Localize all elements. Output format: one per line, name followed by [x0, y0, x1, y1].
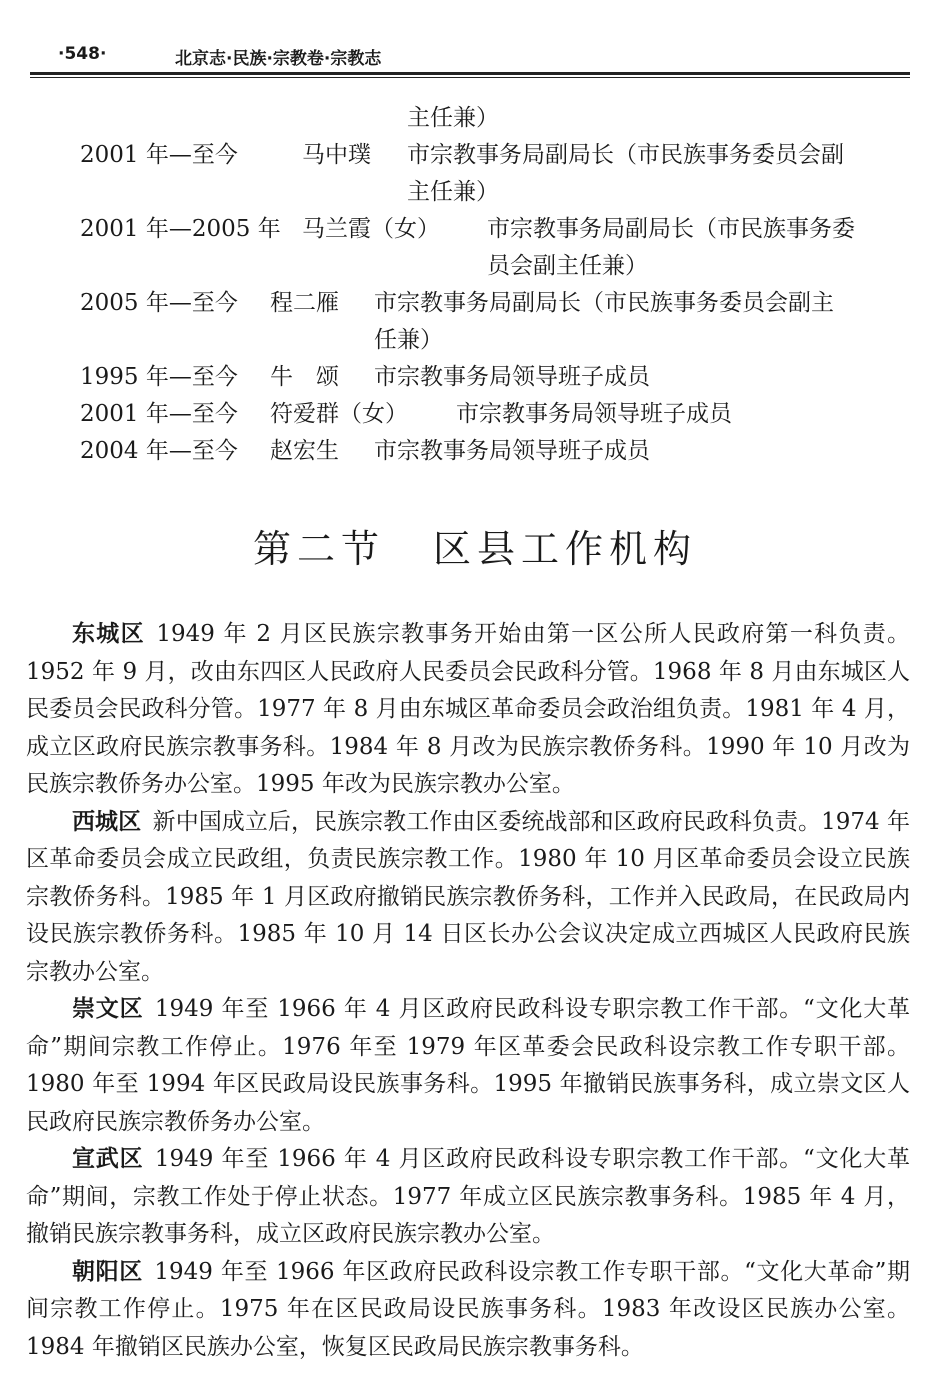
list-item [0, 211, 950, 285]
person-name: 程二雁 [270, 290, 339, 316]
page-number: ·548· [58, 44, 107, 64]
district-name: 西城区 [72, 808, 142, 835]
paragraph-xuanwu [26, 1141, 910, 1254]
district-text: 新中国成立后，民族宗教工作由区委统战部和区政府民政科负责。1974 年区革命委员会成立民政组，负责民族宗教工作。1980 年 10 月区革命委员会设立民族宗教侨务科。1985 年 1 月区政府撤销民族宗教侨务科，工作并入民政局，在民政局内设民族宗教侨务科。1985 年 10 月 14 日区长办公会议决定成立西城区人民政府民族宗教办公室。 [26, 808, 910, 985]
term-period: 2001 年—2005 年 [80, 216, 281, 242]
district-text: 1949 年至 1966 年区政府民政科设宗教工作专职干部。“文化大革命”期间宗教工作停止。1975 年在区民政局设民族事务科。1983 年改设区民族办公室。1984 年撤销区民族办公室，恢复区民政局民族宗教事务科。 [26, 1258, 910, 1360]
list-item-continuation [0, 100, 950, 137]
district-paragraphs [26, 616, 910, 1366]
leaders-list [0, 100, 950, 470]
person-name: 马中璞 [302, 142, 371, 168]
person-name: 马兰霞（女） [302, 216, 440, 242]
district-text: 1949 年至 1966 年 4 月区政府民政科设专职宗教工作干部。“文化大革命”期间宗教工作停止。1976 年至 1979 年区革委会民政科设宗教工作专职干部。1980 年至 1994 年区民政局设民族事务科。1995 年撤销民族事务科，成立崇文区人民政府民族宗教侨务办公室。 [26, 996, 910, 1135]
section-title: 区县工作机构 [433, 527, 698, 571]
district-name: 宣武区 [72, 1146, 144, 1172]
term-period: 2004 年—至今 [80, 438, 238, 464]
role-continuation: 主任兼） [407, 179, 499, 205]
district-name: 东城区 [72, 621, 145, 647]
list-item [0, 433, 950, 470]
section-number: 第二节 [252, 527, 385, 571]
person-role: 市宗教事务局领导班子成员 [374, 364, 650, 390]
term-period: 2005 年—至今 [80, 290, 238, 316]
person-role: 市宗教事务局副局长（市民族事务委员会副主 [374, 290, 834, 316]
term-period: 2001 年—至今 [80, 142, 238, 168]
paragraph-xicheng [26, 804, 910, 992]
page-header [30, 40, 910, 74]
person-role: 市宗教事务局副局长（市民族事务委员会副 [407, 142, 844, 168]
paragraph-chaoyang [26, 1254, 910, 1367]
person-name: 赵宏生 [270, 438, 339, 464]
paragraph-dongcheng [26, 616, 910, 804]
person-role: 市宗教事务局副局长（市民族事务委 [487, 216, 855, 242]
term-period: 2001 年—至今 [80, 401, 238, 427]
book-title: 北京志·民族·宗教卷·宗教志 [175, 49, 382, 69]
person-role: 市宗教事务局领导班子成员 [374, 438, 650, 464]
paragraph-chongwen [26, 991, 910, 1141]
district-name: 崇文区 [72, 996, 144, 1022]
role-continuation: 主任兼） [407, 105, 499, 131]
role-continuation: 任兼） [374, 327, 443, 353]
district-text: 1949 年 2 月区民族宗教事务开始由第一区公所人民政府第一科负责。1952 年 9 月，改由东四区人民政府人民委员会民政科分管。1968 年 8 月由东城区人民委员会民政科分管。1977 年 8 月由东城区革命委员会政治组负责。1981 年 4 月，成立区政府民族宗教事务科。1984 年 8 月改为民族宗教侨务科。1990 年 10 月改为民族宗教侨务办公室。1995 年改为民族宗教办公室。 [26, 621, 911, 797]
header-rule [30, 72, 910, 78]
person-name: 符爱群（女） [270, 401, 408, 427]
term-period: 1995 年—至今 [80, 364, 238, 390]
person-name: 牛 颂 [270, 364, 339, 390]
section-heading [0, 518, 950, 573]
list-item [0, 137, 950, 211]
district-text: 1949 年至 1966 年 4 月区政府民政科设专职宗教工作干部。“文化大革命”期间，宗教工作处于停止状态。1977 年成立区民族宗教事务科。1985 年 4 月，撤销民族宗教事务科，成立区政府民族宗教办公室。 [26, 1146, 910, 1247]
district-name: 朝阳区 [72, 1258, 143, 1285]
list-item [0, 285, 950, 359]
list-item [0, 359, 950, 396]
list-item [0, 396, 950, 433]
role-continuation: 员会副主任兼） [487, 253, 648, 279]
person-role: 市宗教事务局领导班子成员 [456, 401, 732, 427]
